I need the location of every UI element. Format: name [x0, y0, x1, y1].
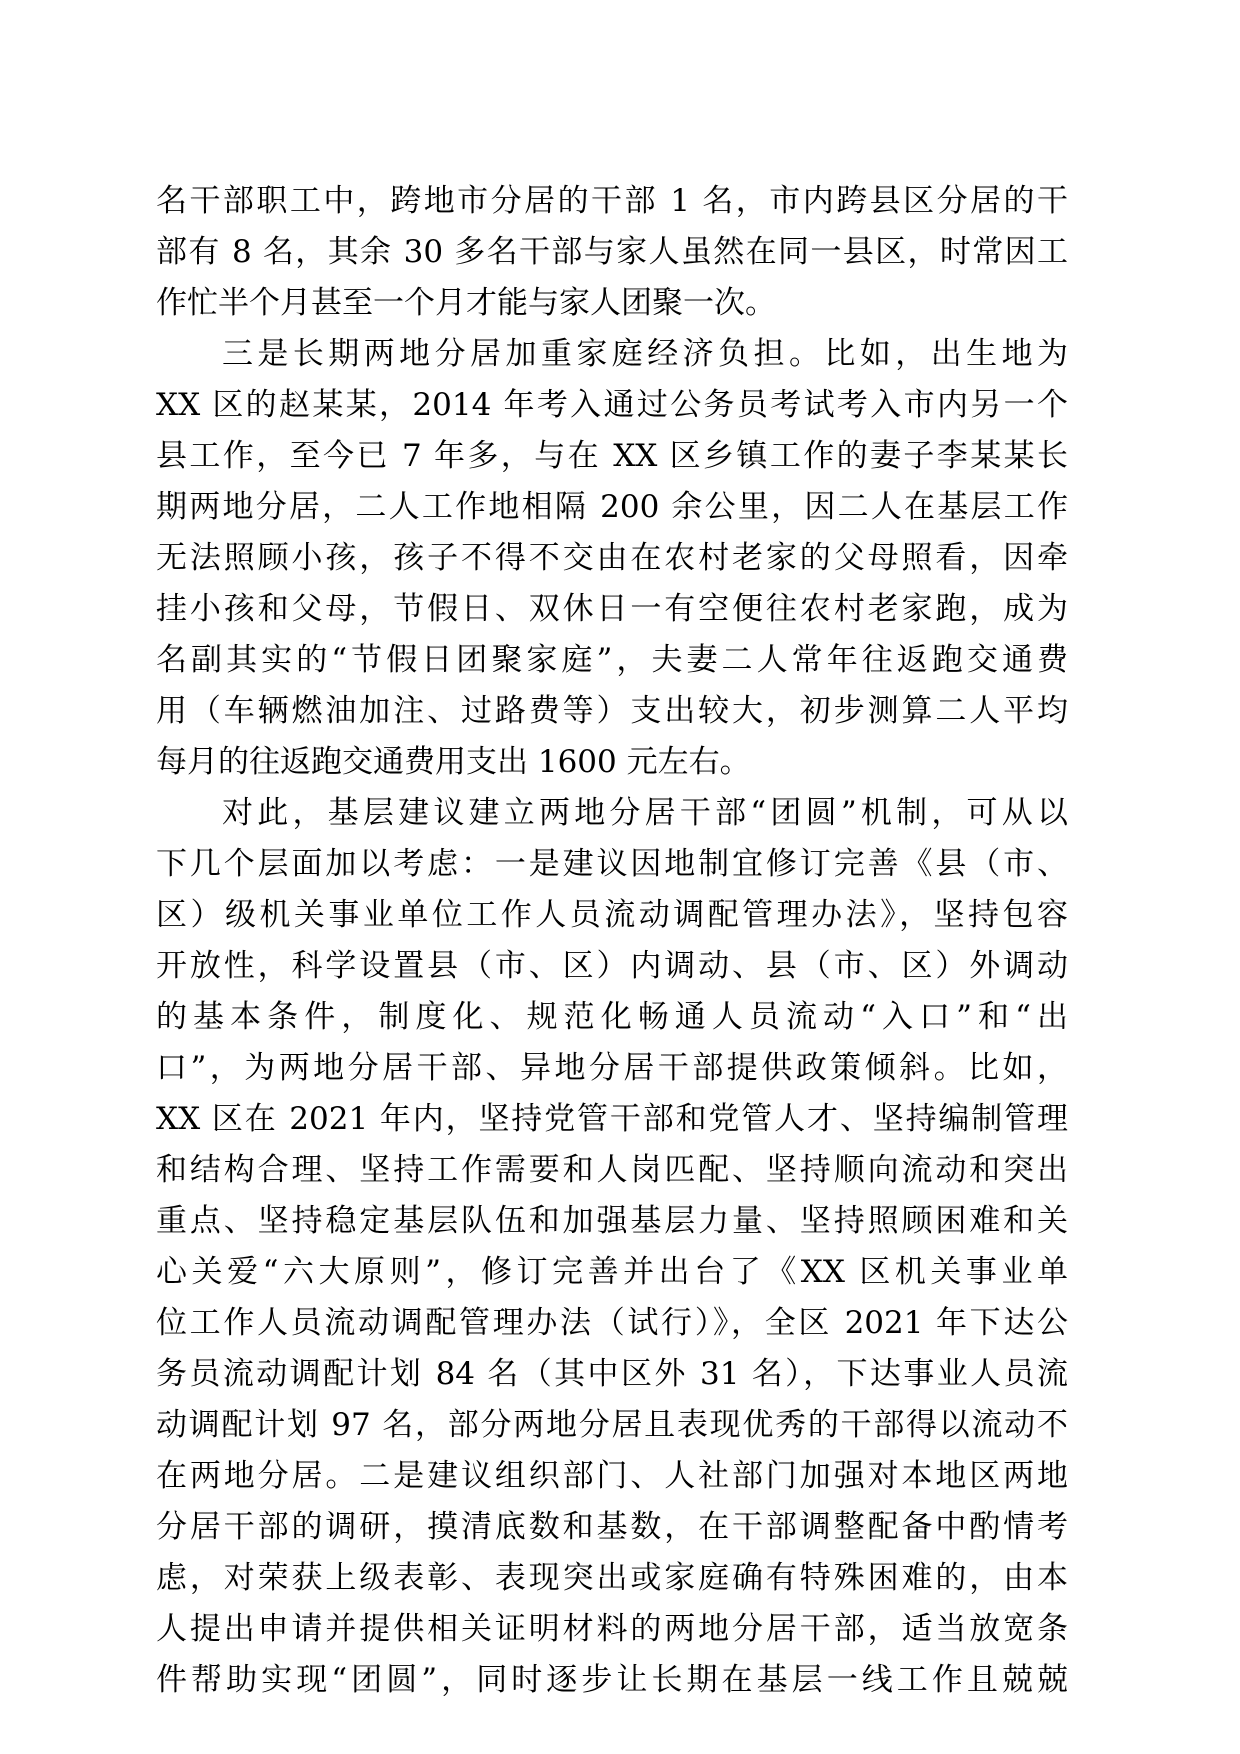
- text-line: 名干部职工中，跨地市分居的干部 1 名，市内跨县区分居的干: [156, 183, 1068, 219]
- text-line: 部有 8 名，其余 30 多名干部与家人虽然在同一县区，时常因工: [156, 234, 1068, 270]
- text-line: 名副其实的“节假日团聚家庭”，夫妻二人常年往返跑交通费: [156, 642, 1068, 678]
- text-line: 人提出申请并提供相关证明材料的两地分居干部，适当放宽条: [156, 1611, 1068, 1647]
- text-line: 件帮助实现“团圆”，同时逐步让长期在基层一线工作且兢兢: [156, 1662, 1068, 1698]
- text-line: 每月的往返跑交通费用支出 1600 元左右。: [156, 744, 751, 780]
- paragraph-first-line: 对此，基层建议建立两地分居干部“团圆”机制，可从以: [222, 795, 1068, 831]
- paragraph-first-line: 三是长期两地分居加重家庭经济负担。比如，出生地为: [222, 336, 1068, 372]
- text-line: 心关爱“六大原则”，修订完善并出台了《XX 区机关事业单: [156, 1254, 1068, 1290]
- text-line: 县工作，至今已 7 年多，与在 XX 区乡镇工作的妻子李某某长: [156, 438, 1068, 474]
- text-line: 作忙半个月甚至一个月才能与家人团聚一次。: [156, 285, 776, 321]
- text-line: 虑，对荣获上级表彰、表现突出或家庭确有特殊困难的，由本: [156, 1560, 1068, 1596]
- text-line: 期两地分居，二人工作地相隔 200 余公里，因二人在基层工作: [156, 489, 1068, 525]
- text-line: 分居干部的调研，摸清底数和基数，在干部调整配备中酌情考: [156, 1509, 1068, 1545]
- text-line: 动调配计划 97 名，部分两地分居且表现优秀的干部得以流动不: [156, 1407, 1068, 1443]
- text-line: 在两地分居。二是建议组织部门、人社部门加强对本地区两地: [156, 1458, 1068, 1494]
- text-line: XX 区的赵某某，2014 年考入通过公务员考试考入市内另一个: [156, 387, 1068, 423]
- text-line: 下几个层面加以考虑：一是建议因地制宜修订完善《县（市、: [156, 846, 1068, 882]
- text-line: 开放性，科学设置县（市、区）内调动、县（市、区）外调动: [156, 948, 1068, 984]
- text-line: 挂小孩和父母，节假日、双休日一有空便往农村老家跑，成为: [156, 591, 1068, 627]
- text-line: 区）级机关事业单位工作人员流动调配管理办法》，坚持包容: [156, 897, 1068, 933]
- text-line: 务员流动调配计划 84 名（其中区外 31 名），下达事业人员流: [156, 1356, 1068, 1392]
- text-line: 重点、坚持稳定基层队伍和加强基层力量、坚持照顾困难和关: [156, 1203, 1068, 1239]
- text-line: 用（车辆燃油加注、过路费等）支出较大，初步测算二人平均: [156, 693, 1068, 729]
- text-line: 口”，为两地分居干部、异地分居干部提供政策倾斜。比如，: [156, 1050, 1068, 1086]
- text-line: 位工作人员流动调配管理办法（试行）》，全区 2021 年下达公: [156, 1305, 1068, 1341]
- text-line: XX 区在 2021 年内，坚持党管干部和党管人才、坚持编制管理: [156, 1101, 1068, 1137]
- text-line: 无法照顾小孩，孩子不得不交由在农村老家的父母照看，因牵: [156, 540, 1068, 576]
- text-line: 的基本条件，制度化、规范化畅通人员流动“入口”和“出: [156, 999, 1068, 1035]
- text-line: 和结构合理、坚持工作需要和人岗匹配、坚持顺向流动和突出: [156, 1152, 1068, 1188]
